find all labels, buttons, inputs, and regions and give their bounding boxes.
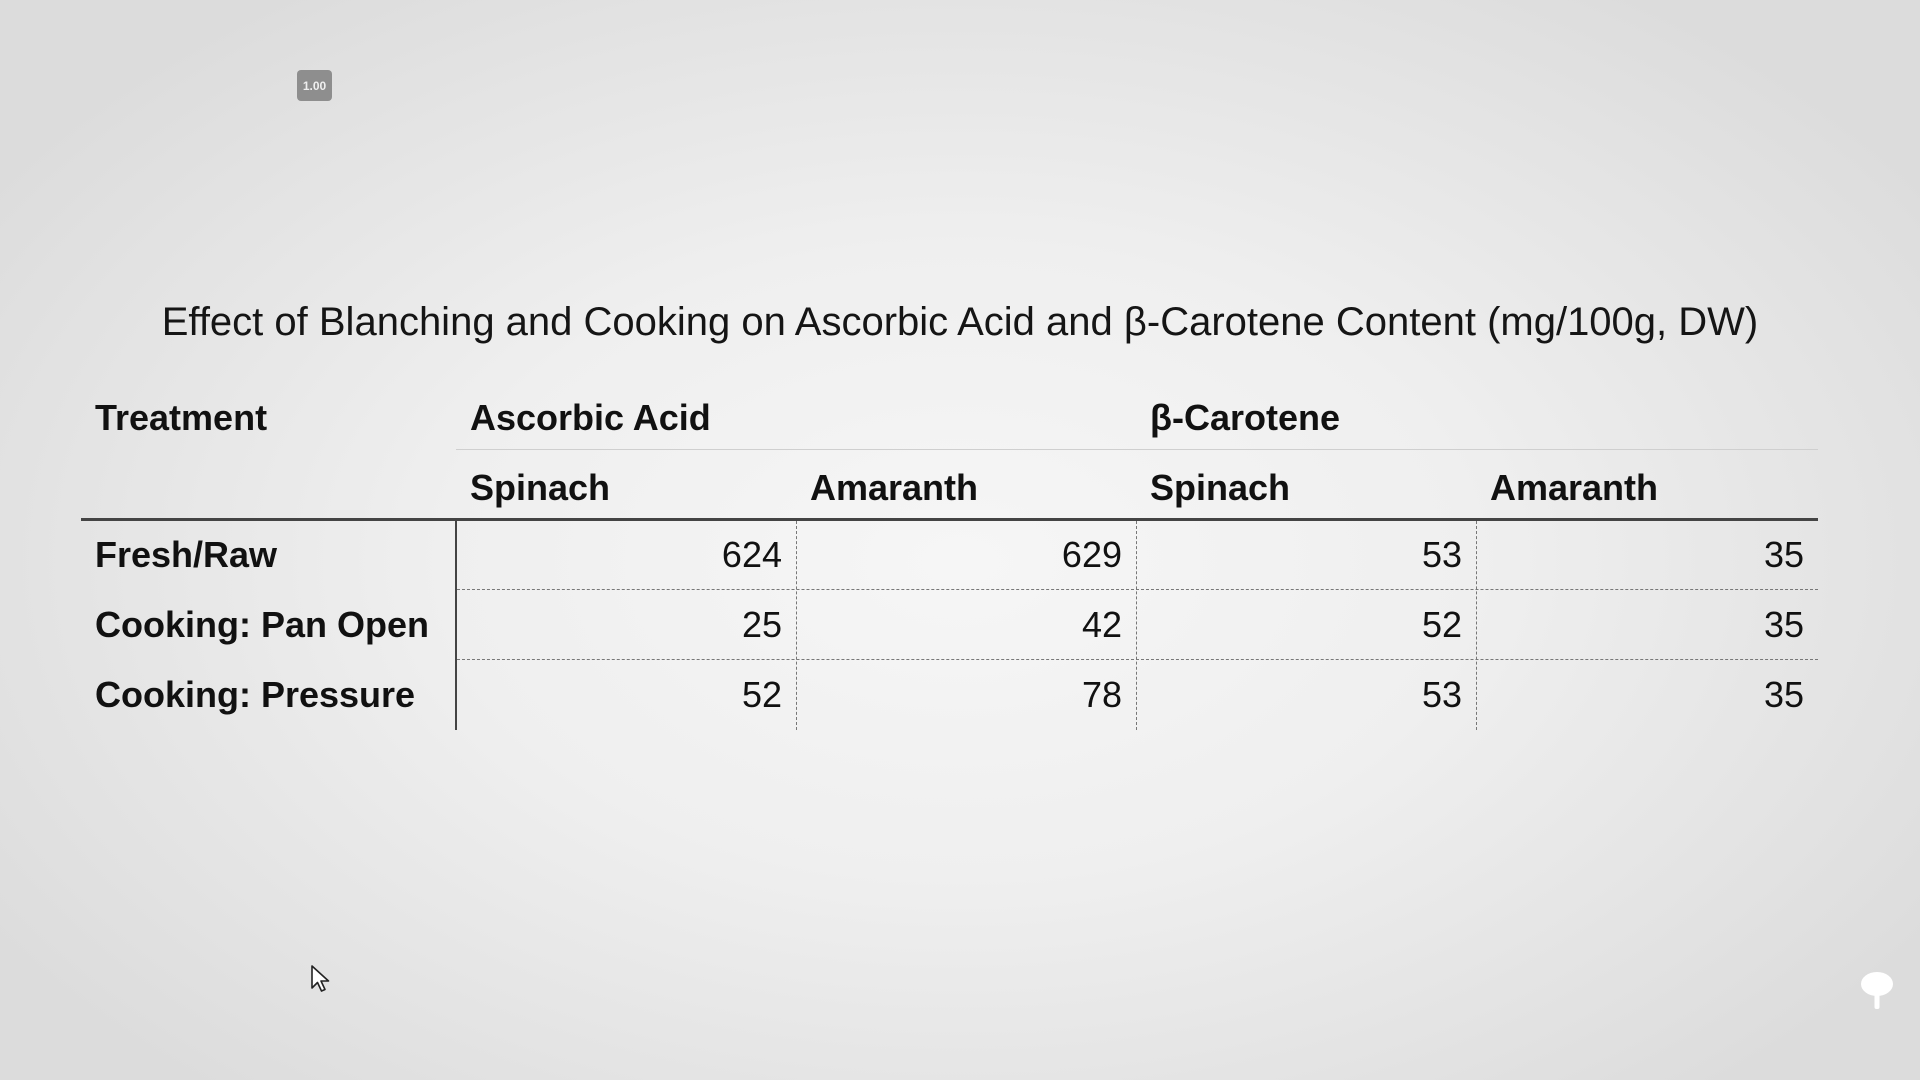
- row-header-divider: [455, 519, 457, 730]
- table-cell: 25: [741, 604, 782, 645]
- row-label: Fresh/Raw: [95, 534, 278, 575]
- column-divider-line: [1136, 521, 1137, 730]
- column-header-spinach: Spinach: [470, 467, 611, 508]
- column-header-spinach: Spinach: [1150, 467, 1291, 508]
- data-table: [81, 383, 1818, 730]
- row-label: Cooking: Pan Open: [95, 604, 430, 645]
- table-cell: 35: [1763, 674, 1804, 715]
- column-divider-line: [1476, 521, 1477, 730]
- column-divider-line: [796, 521, 797, 730]
- table-cell: 35: [1763, 534, 1804, 575]
- table-cell: 624: [721, 534, 782, 575]
- row-divider-line: [457, 659, 1818, 660]
- column-header-amaranth: Amaranth: [1490, 467, 1659, 508]
- mouse-pointer-icon: [310, 964, 332, 994]
- column-header-amaranth: Amaranth: [810, 467, 979, 508]
- table-cell: 42: [1081, 604, 1122, 645]
- table-cell: 52: [1421, 604, 1462, 645]
- table-cell: 35: [1763, 604, 1804, 645]
- group-header-ascorbic-acid: Ascorbic Acid: [470, 397, 711, 438]
- slide-title: Effect of Blanching and Cooking on Ascorbic Acid and β-Carotene Content (mg/100g, DW): [161, 300, 1759, 344]
- zoom-level-badge[interactable]: 1.00: [297, 70, 332, 101]
- table-cell: 629: [1061, 534, 1122, 575]
- table-cell: 53: [1421, 534, 1462, 575]
- header-bottom-rule: [81, 518, 1818, 521]
- table-cell: 52: [741, 674, 782, 715]
- table-cell: 78: [1081, 674, 1122, 715]
- table-cell: 53: [1421, 674, 1462, 715]
- row-label: Cooking: Pressure: [95, 674, 416, 715]
- tree-icon[interactable]: [1858, 970, 1896, 1010]
- row-divider-line: [457, 589, 1818, 590]
- row-header-label: Treatment: [95, 397, 268, 438]
- group-divider-line: [456, 449, 1818, 450]
- group-header-beta-carotene: β-Carotene: [1150, 397, 1341, 438]
